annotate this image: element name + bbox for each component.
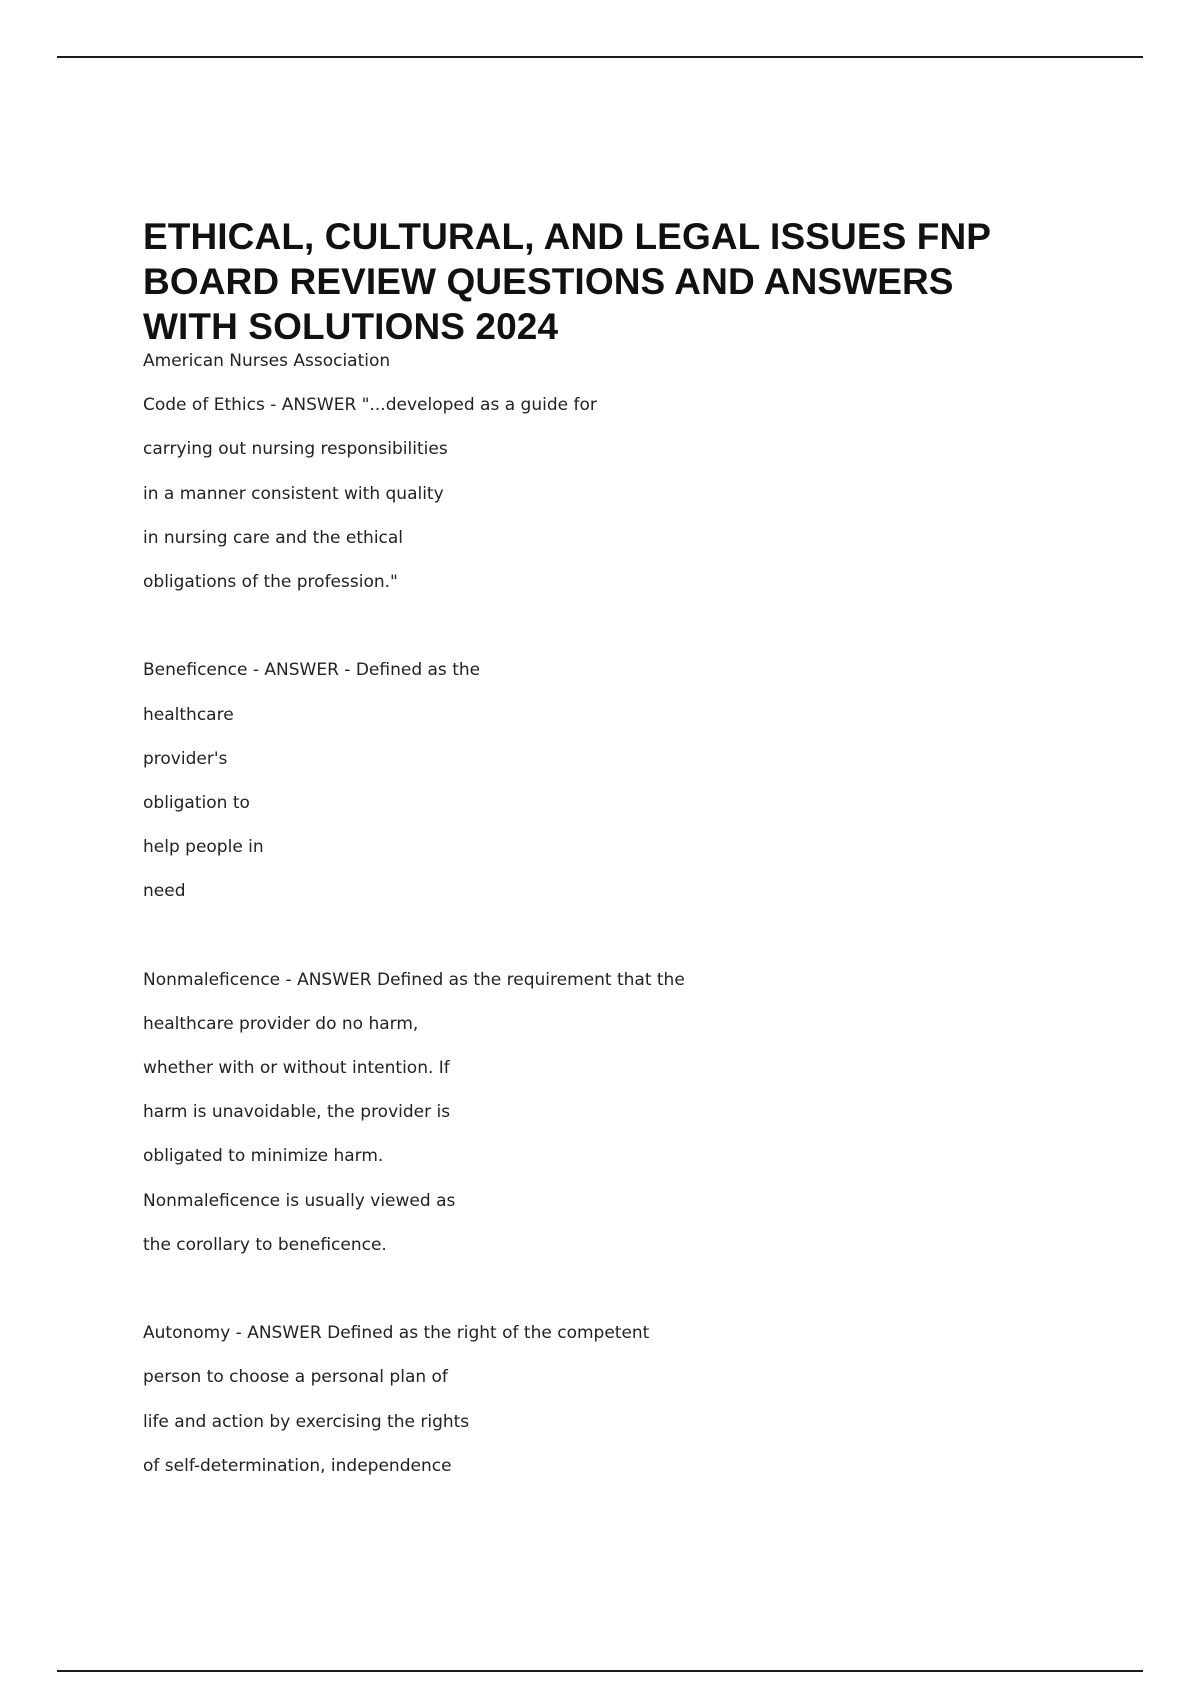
entry-line: Code of Ethics - ANSWER "...developed as a guide for [143, 395, 597, 416]
title-line-2: BOARD REVIEW QUESTIONS AND ANSWERS [143, 261, 954, 302]
title-line-3: WITH SOLUTIONS 2024 [143, 306, 559, 347]
entry-line: harm is unavoidable, the provider is [143, 1102, 451, 1123]
entry-line: Autonomy - ANSWER Defined as the right of the competent [143, 1323, 650, 1344]
entry-line: Beneficence - ANSWER - Defined as the [143, 660, 481, 681]
entry-nonmaleficence [143, 958, 1083, 1267]
entry-line: whether with or without intention. If [143, 1058, 450, 1078]
entry-line: obligations of the profession." [143, 571, 398, 592]
entry-spacer [143, 913, 1083, 957]
entry-spacer [143, 1267, 1083, 1311]
entry-line: in a manner consistent with quality [143, 483, 444, 504]
top-rule [57, 56, 1143, 58]
entry-ana-code-of-ethics [143, 339, 1083, 604]
entry-line: Nonmaleficence - ANSWER Defined as the requirement that the [143, 969, 685, 990]
entry-line: carrying out nursing responsibilities [143, 439, 448, 460]
entry-line: provider's [143, 748, 228, 769]
entry-line: in nursing care and the ethical [143, 527, 404, 548]
entry-autonomy [143, 1311, 1083, 1488]
document-title [143, 214, 1083, 349]
entry-line: the corollary to beneficence. [143, 1234, 387, 1255]
entry-beneficence [143, 648, 1083, 913]
entry-line: help people in [143, 837, 264, 858]
entry-line: life and action by exercising the rights [143, 1411, 470, 1432]
bottom-rule [57, 1670, 1143, 1672]
entry-line: healthcare provider do no harm, [143, 1013, 419, 1034]
entry-line: American Nurses Association [143, 351, 391, 371]
entry-line: obligated to minimize harm. [143, 1146, 384, 1167]
entry-line: person to choose a personal plan of [143, 1367, 448, 1388]
entry-line: need [143, 881, 186, 902]
entry-line: healthcare [143, 704, 234, 725]
title-line-1: ETHICAL, CULTURAL, AND LEGAL ISSUES FNP [143, 216, 992, 257]
entry-line: obligation to [143, 792, 250, 813]
document-body [143, 214, 1083, 1488]
entry-spacer [143, 604, 1083, 648]
entry-line: Nonmaleficence is usually viewed as [143, 1190, 456, 1211]
entry-line: of self-determination, independence [143, 1455, 452, 1476]
